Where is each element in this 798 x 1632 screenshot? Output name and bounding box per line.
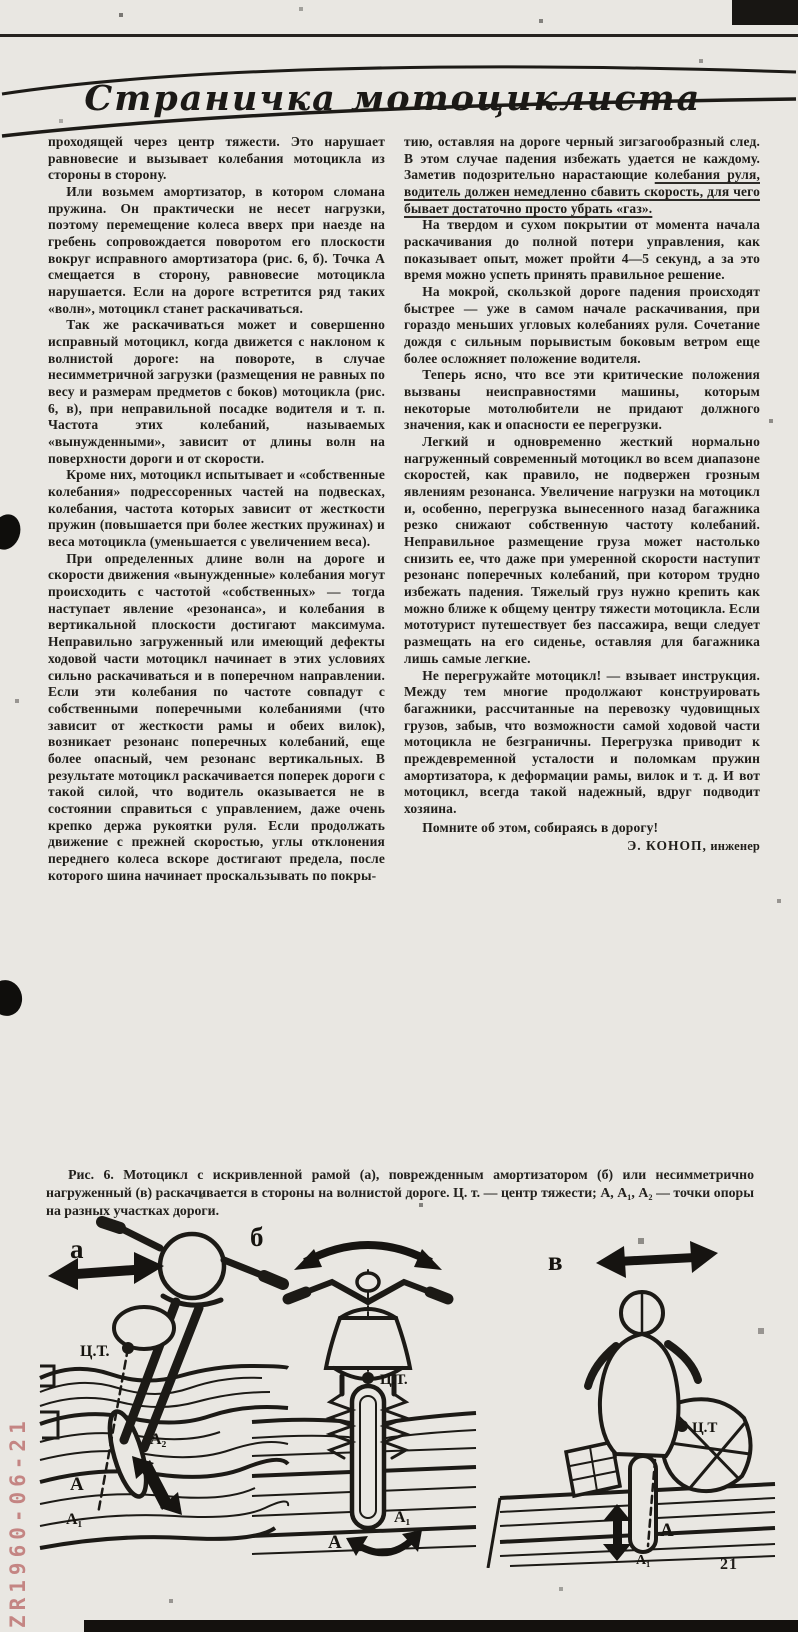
paragraph	[404, 434, 760, 667]
closing-line: Помните об этом, собираясь в дорогу!	[422, 819, 659, 835]
figure-a	[40, 1222, 288, 1548]
paragraph-text: На твердом и сухом покрытии от момента начала раскачивания до полной потери управления, как показывает опыт, может пройти 4—5 секунд, а за это время можно успеть принять правильное решение.	[404, 217, 760, 283]
paragraph	[48, 467, 385, 550]
fig-v-sway-arrow	[596, 1241, 718, 1278]
figure-caption: Рис. 6. Мотоцикл с искривленной рамой (а), поврежденным амортизатором (б) или несимметрично нагруженный (в) раскачивается в стороны на волнистой дороге. Ц. т. — центр тяжести; А, А₁, А₂ — точки опоры на разных участках дороги.	[46, 1167, 754, 1218]
paragraph	[48, 317, 385, 467]
fig-v-point-a1: А₁	[636, 1553, 651, 1568]
paragraph	[48, 551, 385, 884]
ink-blob	[0, 511, 25, 554]
fig-b-point-a: А	[328, 1532, 342, 1553]
fig-a-sway-arrow	[48, 1252, 164, 1290]
paragraph-text: проходящей через центр тяжести. Это нарушает равновесие и вызывает колебания мотоцикла из стороны в сторону.	[48, 134, 385, 183]
right-column	[404, 134, 760, 1164]
left-paragraphs	[48, 134, 385, 884]
article-body	[48, 134, 760, 1164]
paragraph	[404, 367, 760, 434]
paragraph	[404, 668, 760, 818]
paragraph-text: тию, оставляя на дороге черный зигзагообразный след. В этом случае падения избежать удается не каждому. Заметив подозрительно нарастающие	[404, 134, 760, 183]
paragraph-text: Кроме них, мотоцикл испытывает и «собственные колебания» подрессоренных частей на подвесках, колебания, частота которых зависит от жесткости пружин (повышается при более жестких пружинах) и веса мотоцикла (уменьшается с увеличением веса).	[48, 467, 385, 550]
author-name: Э. КОНОП,	[627, 838, 707, 854]
fig-a-point-a2: А₂	[150, 1431, 167, 1448]
author-title: инженер	[710, 839, 760, 854]
left-column	[48, 134, 385, 1164]
scan-watermark: ZR1960-06-21	[6, 1416, 30, 1628]
figure-6-illustrations	[0, 1216, 798, 1568]
paragraph-text: Или возьмем амортизатор, в котором сломана пружина. Он практически не несет нагрузки, поэтому перемещение колеса вверх при наезде на гребень сопровождается поворотом его плоскости вокруг исправного амортизатора (рис. 6, б). Точка А смещается в сторону, равновесие мотоцикла нарушается. Если на дороге встретится ряд таких «волн», мотоцикл станет раскачиваться.	[48, 184, 385, 316]
fig-b-point-a1: А₁	[394, 1509, 411, 1526]
corner-ink-block	[732, 0, 798, 25]
fig-b-cg-label: Ц.Т.	[380, 1372, 408, 1388]
fig-a-label: а	[70, 1234, 84, 1264]
figure-b	[250, 1222, 476, 1556]
paragraph-text: На мокрой, скользкой дороге падения происходят быстрее — уже в самом начале раскачивания, при гораздо меньших угловых колебаниях руля. Сочетание дождя с сильным порывистым боковым ветром еще более осложняет положение водителя.	[404, 284, 760, 366]
fig-b-label: б	[250, 1222, 264, 1252]
ink-blob	[0, 977, 25, 1019]
paragraph	[48, 134, 385, 184]
fig-b-bounce-arrow	[346, 1530, 422, 1556]
author-signature	[404, 838, 760, 855]
fig-v-point-a: А	[660, 1520, 674, 1541]
paragraph-text: Легкий и одновременно жесткий нормально нагруженный современный мотоцикл во всем диапазоне скоростей, как правило, не подвержен грозным явлениям резонанса. Увеличение нагрузки на мотоцикл и, особенно, перегрузка вынесенного назад багажника резко снижают собственную частоту колебаний. Неправильное размещение груза может настолько снизить ее, что даже при умеренной скорости наступит резонанс поперечных колебаний, при котором трудно избежать падения. Тяжелый груз нужно крепить как можно ближе к общему центру тяжести мотоцикла. Если мототурист путешествует без пассажира, вещи следует размещать на его сиденье, оставляя для багажника лишь самые легкие.	[404, 434, 760, 666]
paragraph	[404, 134, 760, 217]
fig-v-cg-dot	[676, 1420, 688, 1432]
paragraph	[404, 217, 760, 284]
fig-a-cg-dot	[122, 1342, 134, 1354]
fig-b-cg-dot	[362, 1372, 374, 1384]
page-title: Страничка мотоциклиста	[84, 78, 702, 119]
fig-b-sway-arrow	[294, 1245, 442, 1270]
fig-v-cg-label: Ц.Т	[692, 1420, 718, 1436]
paragraph-text: Не перегружайте мотоцикл! — взывает инструкция. Между тем многие продолжают конструировать багажники, рассчитанные на перевозку чудовищных грузов, забыв, что возможности самой ходовой части мотоцикла не безграничны. Перегрузка приводит к преждевременной усталости и поломкам пружин амортизатора, к деформации рамы, вилок и т. д. И вот мотоцикл, всегда такой надежный, вдруг подводит хозяина.	[404, 667, 760, 816]
fig-v-bounce-arrow	[603, 1504, 631, 1561]
paragraph	[48, 184, 385, 317]
paragraph-text: При определенных длине волн на дороге и скорости движения «вынужденные» колебания могут происходить с частотой «собственных» — тогда наступает явление «резонанса», и колебания в вертикальной плоскости достигают максимума. Неправильно загруженный или имеющий дефекты ходовой части мотоцикл начинает в этих условиях сильно раскачиваться и в поперечном направлении. Если эти колебания по частоте совпадут с собственными поперечными колебаниями (что зависит от жесткости рамы и обеих вилок), возникает резонанс поперечных колебаний, еще более опасный, чем резонанс вертикальных. В результате мотоцикл раскачивается поперек дороги с такой силой, что водитель оказывается не в состоянии справиться с управлением, даже очень крепко держа рукоятки руля. Если продолжать движение с прежней скоростью, углы отклонения переднего колеса вскоре достигают предела, после которого шина начинает проскальзывать по покры-	[48, 550, 385, 883]
fig-a-cg-label: Ц.Т.	[80, 1343, 110, 1360]
fig-a-point-a: А	[70, 1474, 84, 1495]
figure-v	[488, 1241, 775, 1568]
page-number: 21	[720, 1556, 738, 1573]
bottom-edge-rule	[84, 1620, 798, 1632]
paragraph	[404, 284, 760, 367]
right-paragraphs	[404, 134, 760, 818]
paragraph-text: Так же раскачиваться может и совершенно исправный мотоцикл, когда движется с наклоном к волнистой дороге: на повороте, в случае несимметричной загрузки (размещения не равных по весу и размерам предметов с боков) мотоцикла (рис. 6, в), при неправильной посадке водителя и т. п. Частота этих колебаний, называемых «вынужденными», зависит от длины волн на поверхности дороги и от скорости.	[48, 317, 385, 466]
fig-v-label: в	[548, 1246, 563, 1276]
paper-specks	[0, 0, 2, 2]
fig-a-point-a1: А₁	[66, 1511, 83, 1528]
paragraph-text: Теперь ясно, что все эти критические положения вызваны неисправностями машины, которым некоторые мотолюбители не придают должного значения, как и опасности ее перегрузки.	[404, 367, 760, 433]
pen-underlined-text: колебания руля, водитель должен немедленно сбавить скорость, для чего бывает достаточно просто убрать «газ».	[404, 167, 760, 216]
top-edge-rule	[0, 34, 798, 37]
fig-v-rider	[566, 1292, 751, 1552]
